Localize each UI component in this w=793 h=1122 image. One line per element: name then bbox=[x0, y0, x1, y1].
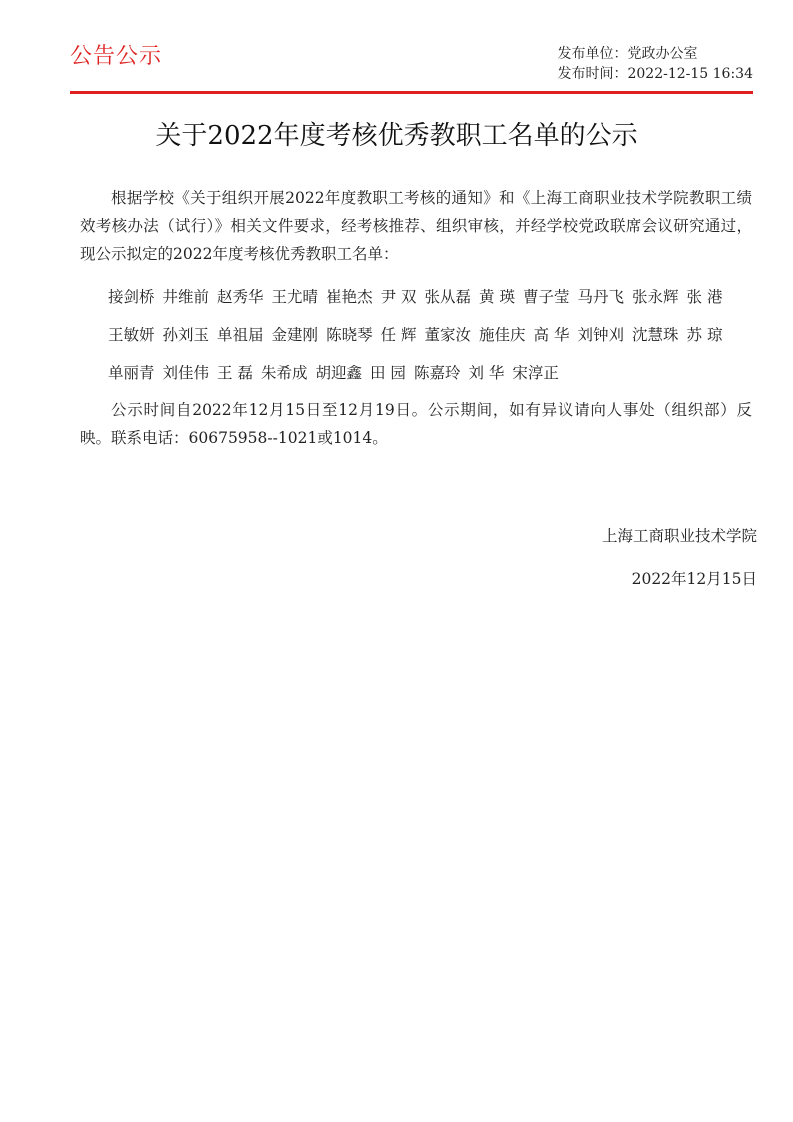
honoree-name: 接剑桥 bbox=[108, 288, 155, 306]
honoree-name: 王 磊 bbox=[217, 364, 253, 382]
honoree-name: 胡迎鑫 bbox=[315, 364, 362, 382]
intro-paragraph: 根据学校《关于组织开展2022年度教职工考核的通知》和《上海工商职业技术学院教职工绩效考核办法（试行）》相关文件要求，经考核推荐、组织审核，并经学校党政联席会议研究通过，现公示拟定的2022年度考核优秀教职工名单： bbox=[80, 189, 752, 263]
honoree-name: 赵秀华 bbox=[217, 288, 264, 306]
honoree-name: 金建刚 bbox=[271, 326, 319, 344]
honoree-name: 陈嘉玲 bbox=[413, 364, 461, 382]
signature-date: 2022年12月15日 bbox=[631, 570, 757, 588]
honoree-name: 尹 双 bbox=[380, 288, 417, 306]
honoree-name: 张永辉 bbox=[632, 288, 679, 306]
honoree-name: 单丽青 bbox=[108, 364, 155, 382]
honoree-name: 沈慧珠 bbox=[632, 326, 679, 344]
publish-time-line: 发布时间：2022-12-15 16:34 bbox=[557, 66, 753, 82]
honoree-name: 刘佳伟 bbox=[162, 364, 210, 382]
honoree-name: 朱希成 bbox=[260, 364, 308, 382]
honoree-name: 陈晓琴 bbox=[326, 326, 373, 344]
notice-period-paragraph: 公示时间自2022年12月15日至12月19日。公示期间，如有异议请向人事处（组织部）反映。联系电话：60675958--1021或1014。 bbox=[80, 401, 752, 447]
header-divider bbox=[70, 91, 753, 94]
honoree-name: 高 华 bbox=[533, 326, 570, 344]
publisher-line: 发布单位：党政办公室 bbox=[557, 46, 698, 62]
honoree-name: 施佳庆 bbox=[479, 326, 526, 344]
honoree-name: 宋淳正 bbox=[512, 364, 559, 382]
honoree-name: 孙刘玉 bbox=[162, 326, 210, 344]
notice-category-label: 公告公示 bbox=[70, 44, 163, 69]
honoree-name: 黄 瑛 bbox=[479, 288, 515, 306]
honoree-name: 张 港 bbox=[686, 288, 723, 306]
honoree-name: 刘 华 bbox=[468, 364, 505, 382]
signature-organization: 上海工商职业技术学院 bbox=[601, 527, 757, 545]
publish-meta bbox=[557, 44, 753, 84]
name-row bbox=[108, 278, 752, 316]
document-body bbox=[80, 184, 752, 452]
honoree-name: 崔艳杰 bbox=[326, 288, 373, 306]
name-row bbox=[108, 354, 752, 392]
honoree-name: 任 辉 bbox=[380, 326, 417, 344]
honoree-name: 董家汝 bbox=[424, 326, 472, 344]
name-row bbox=[108, 316, 752, 354]
honoree-name: 王敏妍 bbox=[108, 326, 155, 344]
honoree-name: 马丹飞 bbox=[577, 288, 624, 306]
honoree-name: 曹子莹 bbox=[522, 288, 570, 306]
honoree-name: 田 园 bbox=[370, 364, 406, 382]
honoree-name-list bbox=[80, 278, 752, 392]
honoree-name: 井维前 bbox=[162, 288, 210, 306]
honoree-name: 刘钟刈 bbox=[577, 326, 624, 344]
honoree-name: 单祖届 bbox=[217, 326, 264, 344]
honoree-name: 苏 琼 bbox=[686, 326, 723, 344]
honoree-name: 张从磊 bbox=[424, 288, 472, 306]
honoree-name: 王尤晴 bbox=[271, 288, 319, 306]
document-title: 关于2022年度考核优秀教职工名单的公示 bbox=[155, 121, 638, 151]
